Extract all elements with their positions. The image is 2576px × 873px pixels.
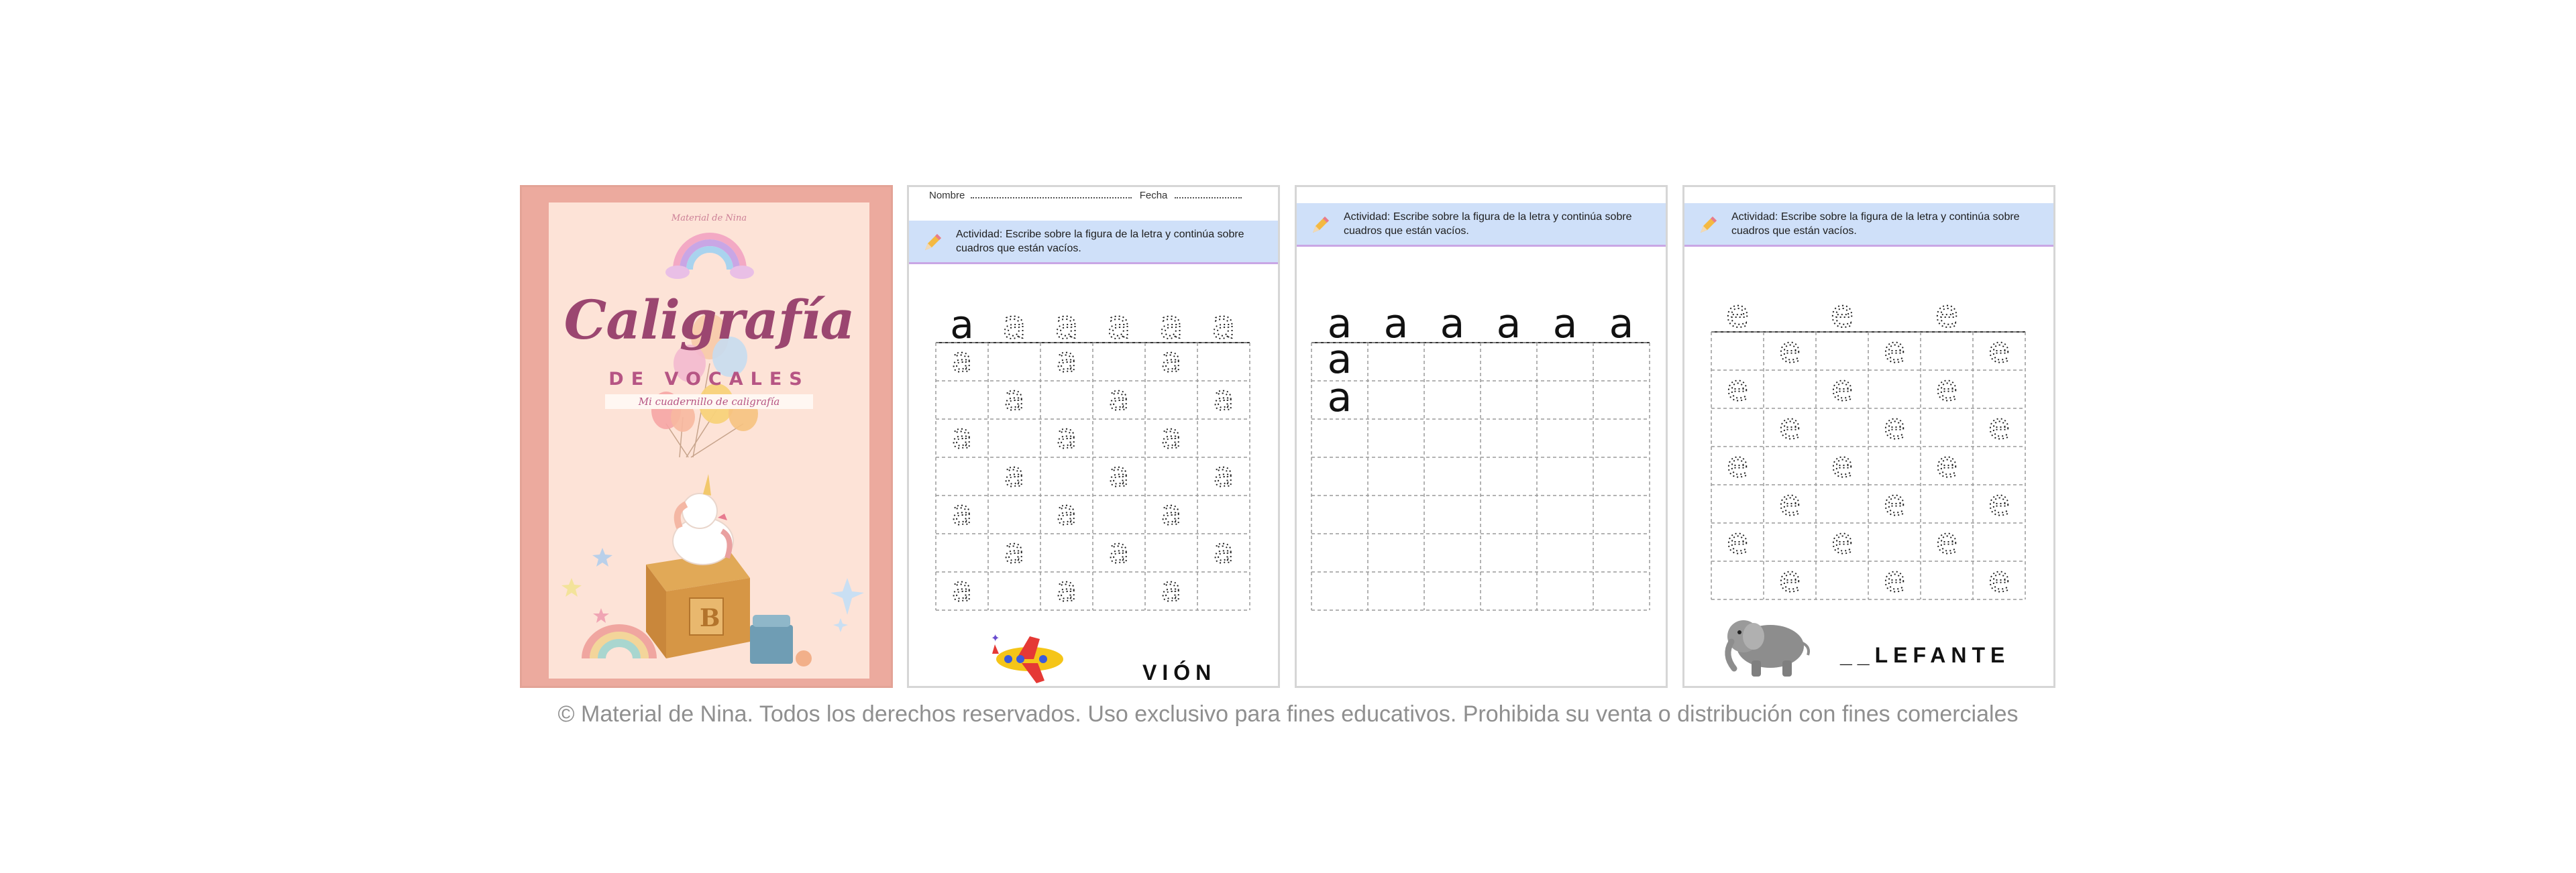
svg-text:B: B — [700, 604, 720, 632]
first-letter: a — [1327, 374, 1352, 421]
trace-letter: a — [1161, 493, 1182, 532]
small-rainbow-icon — [586, 628, 653, 658]
trace-letter: a — [1056, 570, 1077, 609]
trace-letter: a — [1004, 379, 1025, 418]
activity-text: Actividad: Escribe sobre la figura de la letra y continúa sobre cuadros que están vacíos. — [1731, 211, 2020, 237]
cover-inner — [549, 202, 869, 679]
header-letter: a — [1107, 302, 1131, 347]
trace-letter: a — [951, 417, 973, 456]
activity-text: Actividad: Escribe sobre la figura de la letra y continúa sobre cuadros que están vacíos. — [956, 229, 1244, 254]
header-letter: a — [1609, 300, 1634, 347]
trace-letter: e — [1779, 560, 1801, 600]
rainbow-icon — [665, 236, 754, 279]
trace-letter: e — [1831, 522, 1853, 562]
trace-letter: a — [1056, 417, 1077, 456]
worksheet-e-page[interactable] — [1682, 185, 2055, 688]
trace-letter: e — [1884, 331, 1905, 371]
word-elefante: __LEFANTE — [1840, 643, 2010, 667]
trace-letter: a — [1213, 455, 1234, 494]
trace-letter: a — [1108, 455, 1130, 494]
trace-letter: a — [1004, 455, 1025, 494]
trace-letter: a — [1213, 379, 1234, 418]
basket-icon — [750, 615, 812, 666]
first-letter: a — [1327, 336, 1352, 383]
footer-copyright: © Material de Nina. Todos los derechos reservados. Uso exclusivo para fines educativos. Prohibida su venta o distribución con fines comerciales — [557, 701, 2019, 727]
activity-text: Actividad: Escribe sobre la figura de la letra y continúa sobre cuadros que están vacíos. — [1344, 211, 1632, 237]
airplane-picture — [989, 630, 1070, 686]
header-letter: e — [1725, 292, 1750, 336]
unicorn-icon — [673, 474, 733, 565]
header-letter: e — [1830, 292, 1854, 336]
cover-tagline: Mi cuadernillo de caligrafía — [605, 394, 813, 409]
tracing-grid-a[interactable] — [909, 187, 1278, 686]
trace-letter: e — [1884, 407, 1905, 447]
header-letter: e — [1935, 292, 1959, 336]
trace-letter: e — [1936, 369, 1957, 409]
worksheet-a-blank-page[interactable] — [1295, 185, 1668, 688]
trace-letter: e — [1831, 369, 1853, 409]
trace-letter: e — [1884, 483, 1905, 524]
header-letter: a — [1212, 302, 1236, 347]
trace-letter: a — [1056, 493, 1077, 532]
trace-letter: e — [1727, 445, 1748, 485]
trace-letter: e — [1988, 331, 2010, 371]
trace-letter: e — [1988, 407, 2010, 447]
trace-letter: e — [1727, 522, 1748, 562]
trace-letter: a — [951, 493, 973, 532]
header-letter: a — [1383, 300, 1409, 347]
worksheet-a-page[interactable] — [907, 185, 1280, 688]
brand-label: Material de Nina — [671, 213, 747, 223]
trace-letter: a — [1108, 532, 1130, 571]
trace-letter: a — [1161, 417, 1182, 456]
cover-title: Caligrafía — [564, 288, 855, 351]
trace-letter: e — [1988, 560, 2010, 600]
trace-letter: e — [1831, 445, 1853, 485]
trace-letter: a — [1004, 532, 1025, 571]
cover-illustration — [549, 202, 869, 679]
trace-letter: e — [1779, 483, 1801, 524]
svg-text:✦: ✦ — [991, 632, 1000, 644]
tracing-grid-a-blank[interactable] — [1297, 187, 1666, 686]
header-letter: a — [1440, 300, 1465, 347]
trace-letter: e — [1884, 560, 1905, 600]
trace-letter: a — [1213, 532, 1234, 571]
trace-letter: a — [951, 341, 973, 380]
trace-letter: e — [1779, 331, 1801, 371]
header-letter: a — [1327, 300, 1352, 347]
header-letter: a — [1002, 302, 1026, 347]
trace-letter: e — [1779, 407, 1801, 447]
trace-letter: e — [1936, 522, 1957, 562]
trace-letter: a — [951, 570, 973, 609]
elephant-picture — [1717, 609, 1817, 680]
trace-letter: e — [1727, 369, 1748, 409]
wooden-box-icon — [646, 551, 750, 658]
trace-letter: e — [1988, 483, 2010, 524]
trace-letter: a — [1108, 379, 1130, 418]
trace-letter: e — [1936, 445, 1957, 485]
header-letter: a — [1552, 300, 1578, 347]
nombre-label: Nombre — [929, 190, 965, 201]
trace-letter: a — [1161, 570, 1182, 609]
header-letter: a — [1496, 300, 1521, 347]
cover-subtitle: DE VOCALES — [608, 369, 810, 390]
trace-letter: a — [1056, 341, 1077, 380]
header-letter: a — [1055, 302, 1079, 347]
cover-page[interactable] — [520, 185, 893, 688]
header-letter: a — [1159, 302, 1183, 347]
word-vion: VIÓN — [1142, 660, 1217, 685]
trace-letter: a — [1161, 341, 1182, 380]
header-letter: a — [950, 302, 974, 347]
fecha-label: Fecha — [1139, 190, 1168, 201]
